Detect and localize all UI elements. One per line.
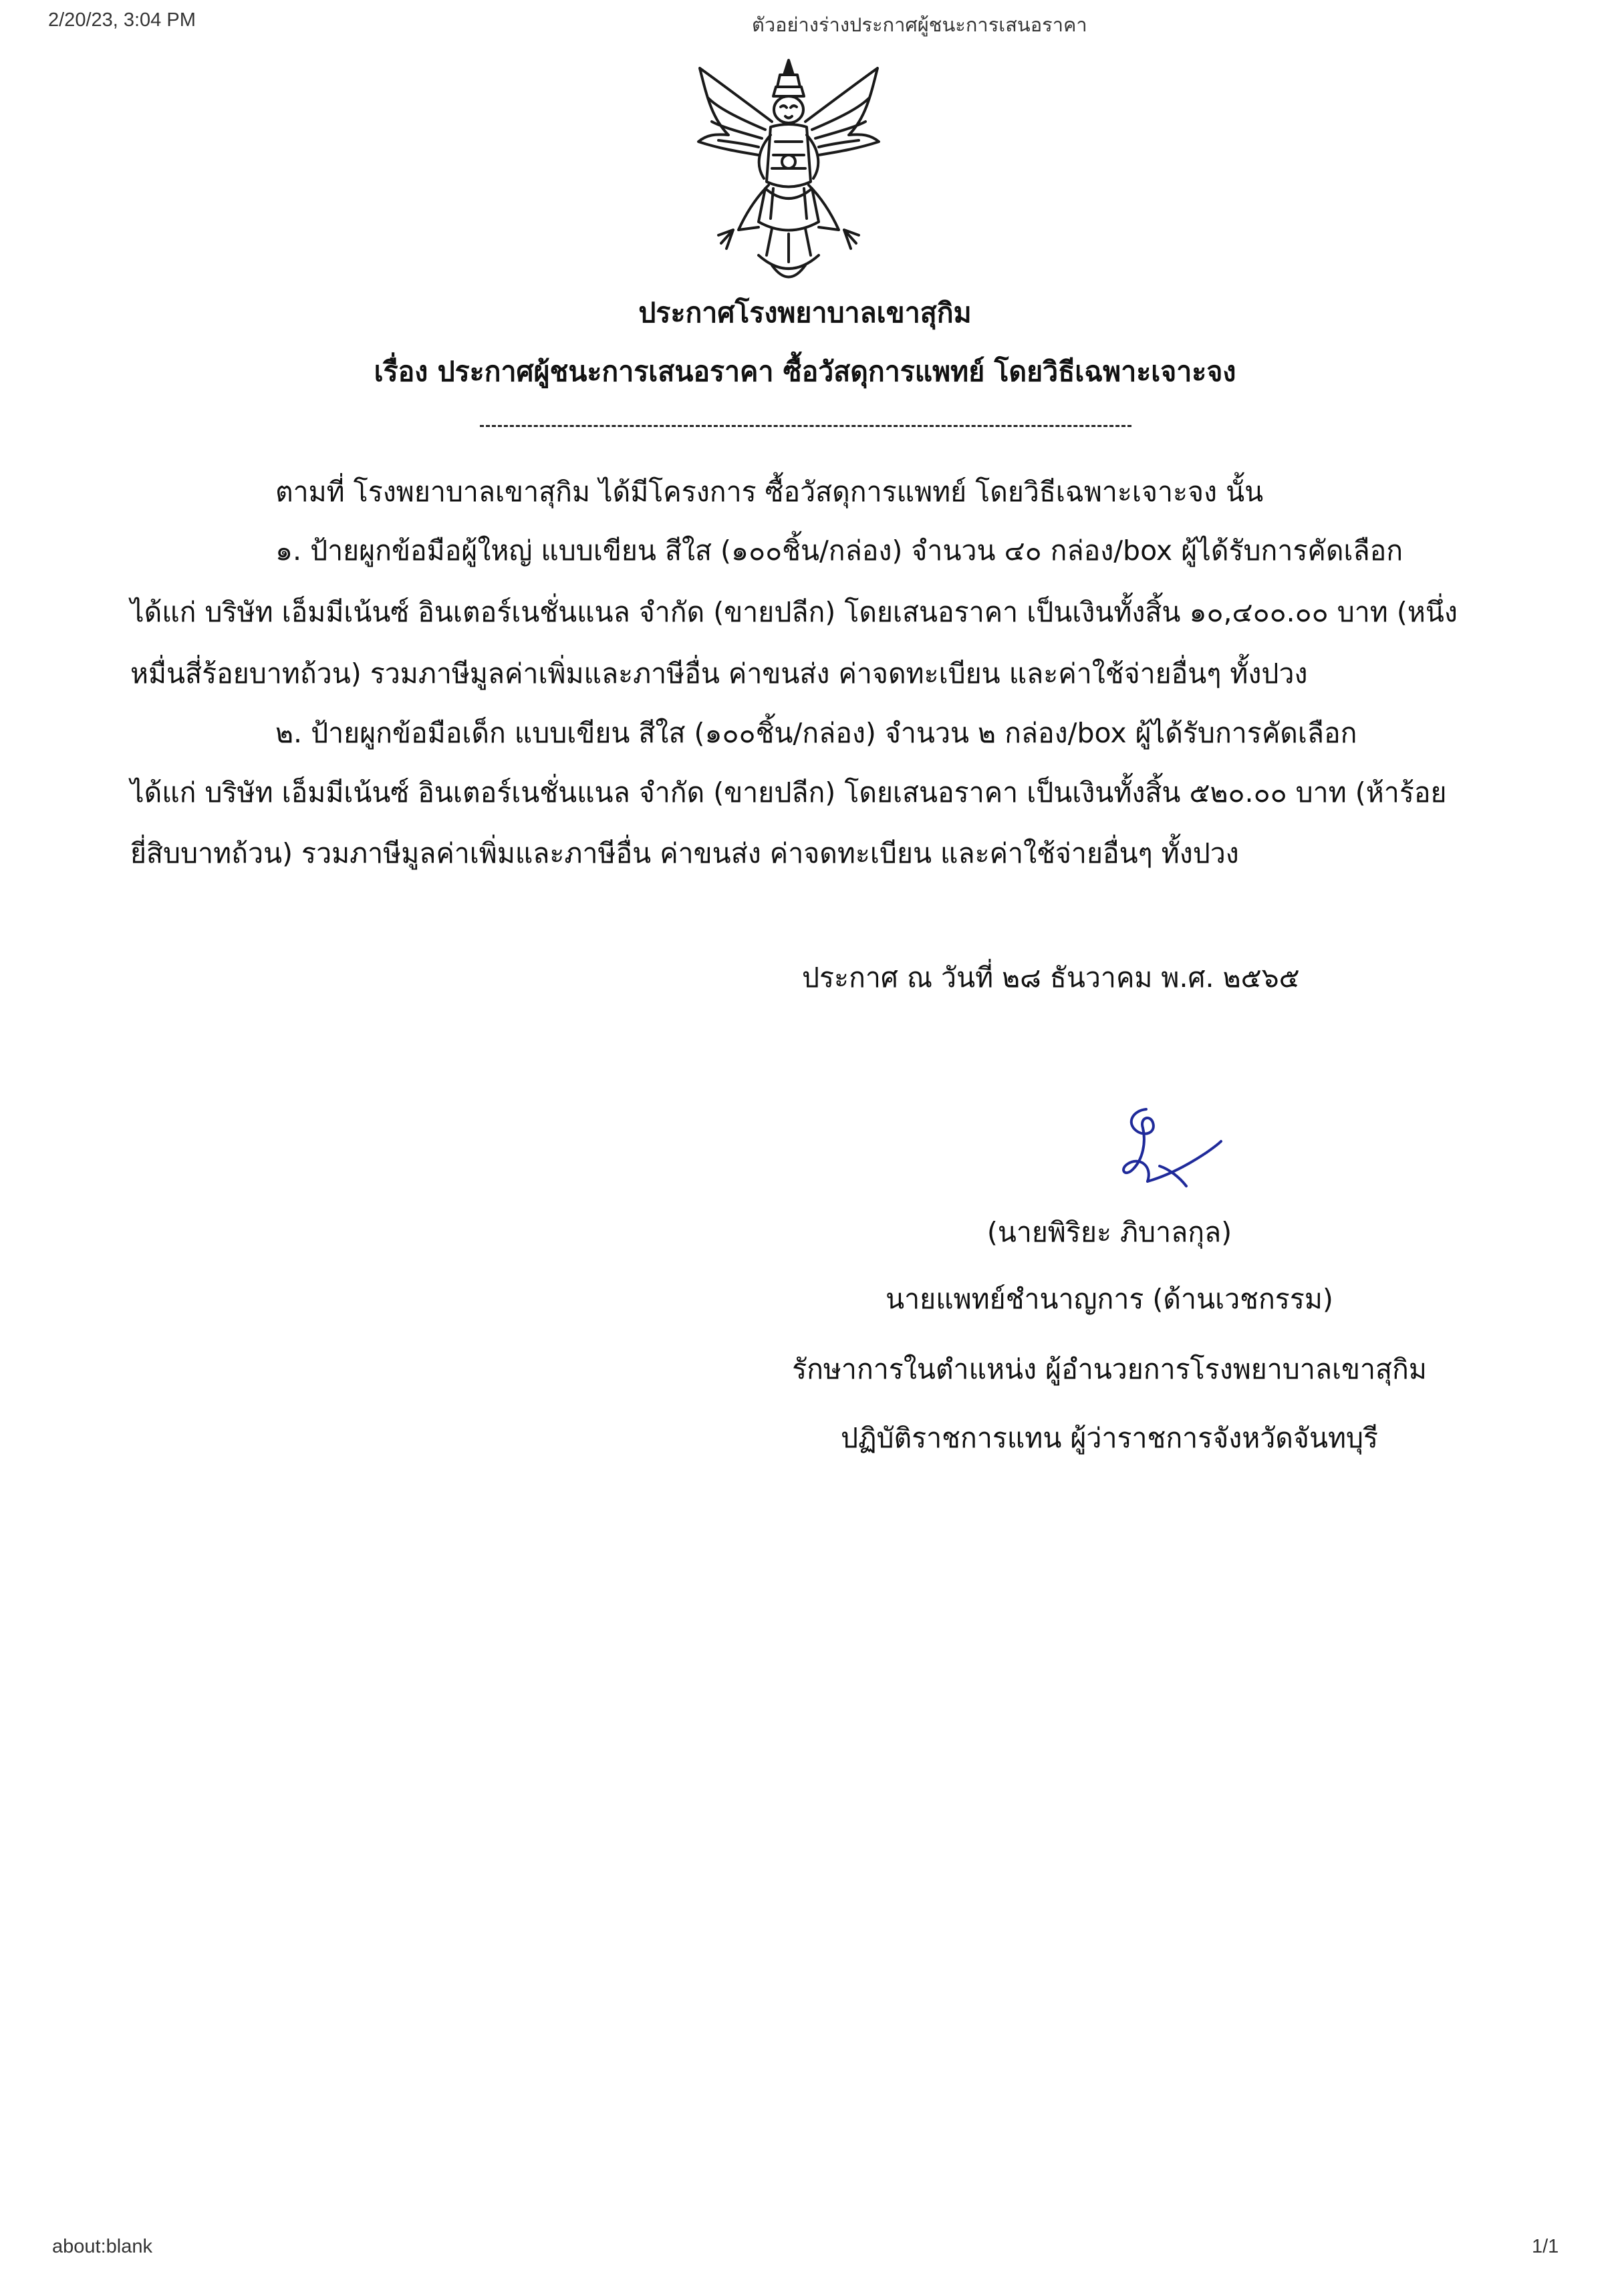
- garuda-emblem-icon: [692, 55, 886, 295]
- document-title: ประกาศโรงพยาบาลเขาสุกิม: [638, 297, 972, 329]
- print-page-title: ตัวอย่างร่างประกาศผู้ชนะการเสนอราคา: [752, 15, 1087, 36]
- print-url: about:blank: [52, 2236, 152, 2257]
- signer-acting-position: รักษาการในตำแหน่ง ผู้อำนวยการโรงพยาบาลเขาสุกิม: [792, 1353, 1427, 1385]
- item-1-line-3: หมื่นสี่ร้อยบาทถ้วน) รวมภาษีมูลค่าเพิ่มและภาษีอื่น ค่าขนส่ง ค่าจดทะเบียน และค่าใช้จ่ายอื่นๆ ทั้งปวง: [130, 658, 1308, 690]
- print-footer: [0, 2236, 1610, 2269]
- signer-on-behalf: ปฏิบัติราชการแทน ผู้ว่าราชการจังหวัดจันทบุรี: [840, 1422, 1379, 1454]
- signer-name: (นายพิริยะ ภิบาลกุล): [986, 1216, 1232, 1248]
- item-1-line-1: ๑. ป้ายผูกข้อมือผู้ใหญ่ แบบเขียน สีใส (๑๐๐ชิ้น/กล่อง) จำนวน ๔๐ กล่อง/box ผู้ได้รับการคัดเลือก: [275, 535, 1403, 567]
- item-2-line-2: ได้แก่ บริษัท เอ็มมีเน้นซ์ อินเตอร์เนชั่นแนล จำกัด (ขายปลีก) โดยเสนอราคา เป็นเงินทั้งสิ้น ๕๒๐.๐๐ บาท (ห้าร้อย: [130, 776, 1447, 809]
- document-subject: เรื่อง ประกาศผู้ชนะการเสนอราคา ซื้อวัสดุการแพทย์ โดยวิธีเฉพาะเจาะจง: [374, 355, 1236, 388]
- item-1-line-2: ได้แก่ บริษัท เอ็มมีเน้นซ์ อินเตอร์เนชั่นแนล จำกัด (ขายปลีก) โดยเสนอราคา เป็นเงินทั้งสิ้น ๑๐,๔๐๐.๐๐ บาท (หนึ่ง: [130, 596, 1458, 628]
- intro-paragraph: ตามที่ โรงพยาบาลเขาสุกิม ได้มีโครงการ ซื้อวัสดุการแพทย์ โดยวิธีเฉพาะเจาะจง นั้น: [275, 476, 1264, 508]
- signer-position: นายแพทย์ชำนาญการ (ด้านเวชกรรม): [886, 1283, 1333, 1315]
- item-2-line-1: ๒. ป้ายผูกข้อมือเด็ก แบบเขียน สีใส (๑๐๐ชิ้น/กล่อง) จำนวน ๒ กล่อง/box ผู้ได้รับการคัดเลือก: [275, 717, 1357, 749]
- print-datetime: 2/20/23, 3:04 PM: [48, 9, 196, 31]
- print-header: [0, 9, 1610, 43]
- title-divider: [480, 425, 1131, 427]
- print-page-number: 1/1: [1532, 2236, 1559, 2257]
- announcement-date: ประกาศ ณ วันที่ ๒๘ ธันวาคม พ.ศ. ๒๕๖๕: [802, 962, 1300, 994]
- item-2-line-3: ยี่สิบบาทถ้วน) รวมภาษีมูลค่าเพิ่มและภาษีอื่น ค่าขนส่ง ค่าจดทะเบียน และค่าใช้จ่ายอื่นๆ ทั้งปวง: [130, 837, 1239, 869]
- signature-icon: [1106, 1103, 1226, 1203]
